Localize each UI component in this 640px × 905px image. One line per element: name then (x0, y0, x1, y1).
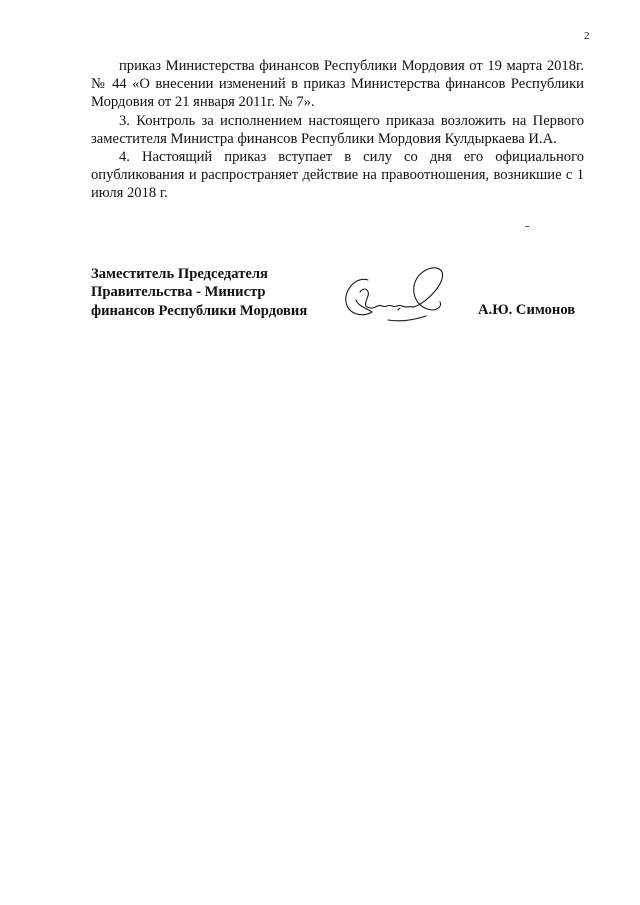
signature-stroke-tick (398, 308, 400, 310)
signature-stroke-underline (388, 316, 426, 321)
document-body (91, 57, 584, 203)
signature-stroke-right-loop (414, 268, 443, 310)
paragraph-item-4: 4. Настоящий приказ вступает в силу со дня его официального опубликования и распространяет действие на правоотношения, возникшие с 1 июля 2018 г. (91, 149, 584, 202)
signer-name: А.Ю. Симонов (478, 302, 576, 318)
signer-title-line-3: финансов Республики Мордовия (91, 302, 308, 319)
page-number: 2 (584, 30, 590, 42)
stray-mark (525, 226, 529, 227)
signer-title-line-2: Правительства - Министр (91, 284, 266, 301)
signer-title (91, 265, 307, 320)
handwritten-signature-icon (338, 262, 458, 342)
paragraph-continuation: приказ Министерства финансов Республики Мордовия от 19 марта 2018г. № 44 «О внесении изменений в приказ Министерства финансов Республики Мордовия от 21 января 2011г. № 7». (91, 58, 584, 111)
signer-title-line-1: Заместитель Председателя (91, 266, 268, 282)
paragraph-item-3: 3. Контроль за исполнением настоящего приказа возложить на Первого заместителя Министра финансов Республики Мордовия Кулдыркаева И.А. (91, 112, 584, 147)
signature-stroke-middle (360, 289, 414, 308)
